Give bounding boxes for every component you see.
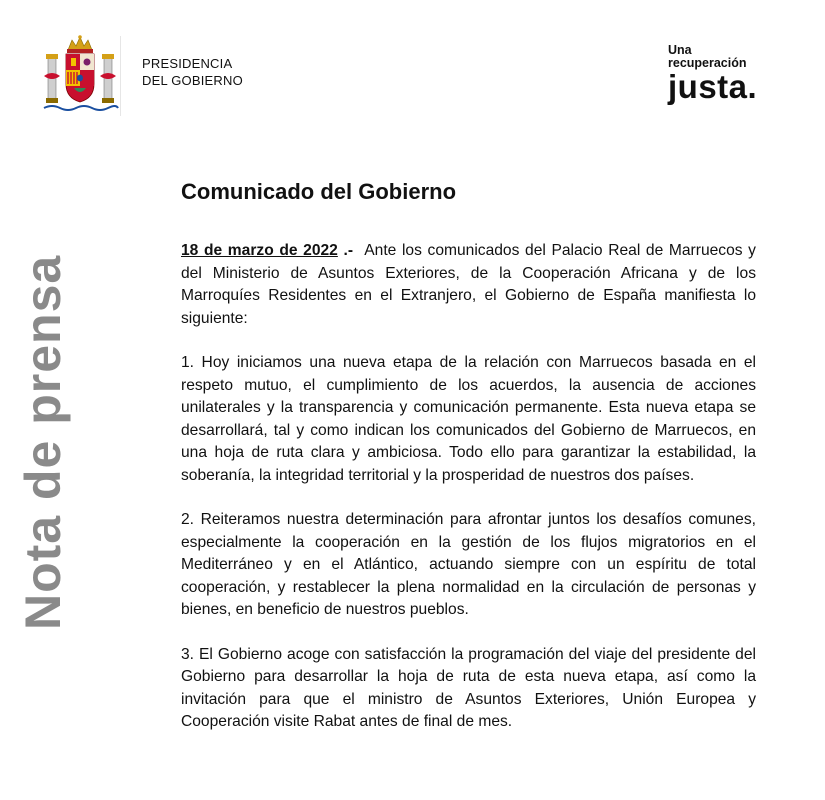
logo-divider bbox=[120, 36, 121, 116]
spain-coat-of-arms-icon bbox=[38, 34, 122, 118]
paragraph-3: 3. El Gobierno acoge con satisfacción la programación del viaje del presidente del Gobierno para desarrollar la hoja de ruta de esta nueva etapa, así como la invitación para que el ministro de Asuntos Exteriores, Unión Europea y Cooperación visite Rabat antes de final de mes. bbox=[181, 645, 756, 730]
intro-paragraph bbox=[181, 240, 756, 330]
org-line-1: PRESIDENCIA bbox=[142, 56, 233, 71]
press-release-label: Nota de prensa bbox=[15, 254, 71, 630]
paragraph-1: 1. Hoy iniciamos una nueva etapa de la relación con Marruecos basada en el respeto mutuo, el cumplimiento de los acuerdos, la ausencia de acciones unilaterales y la transparencia y comunicación permanente. Esta nueva etapa se desarrollará, tal y como indican los comunicados del Gobierno de Marruecos, en una hoja de ruta clara y ambiciosa. Todo ello para garantizar la estabilidad, la soberanía, la integridad territorial y la prosperidad de nuestros dos países. bbox=[181, 354, 756, 484]
release-date: 18 de marzo de 2022 bbox=[181, 242, 338, 259]
intro-text: Ante los comunicados del Palacio Real de Marruecos y del Ministerio de Asuntos Exteriores, de la Cooperación Africana y de los Marroquíes Residentes en el Extranjero, el Gobierno de España manifiesta lo siguiente: bbox=[181, 242, 756, 327]
paragraph-2: 2. Reiteramos nuestra determinación para afrontar juntos los desafíos comunes, especialmente la cooperación en la gestión de los flujos migratorios en el Mediterráneo y en el Atlántico, actuando siempre con un espíritu de total cooperación, y restablecer la plena normalidad en la circulación de personas y bienes, en beneficio de nuestros pueblos. bbox=[181, 511, 756, 618]
slogan-line-2: recuperación bbox=[668, 56, 747, 70]
slogan-line-1: Una bbox=[668, 43, 692, 57]
slogan-logo bbox=[668, 44, 757, 104]
org-line-2: DEL GOBIERNO bbox=[142, 73, 243, 88]
document-body bbox=[181, 240, 756, 756]
letterhead bbox=[0, 0, 825, 130]
date-separator: .- bbox=[337, 242, 354, 259]
organization-name bbox=[142, 55, 243, 89]
slogan-line-3: justa. bbox=[668, 68, 758, 105]
document-title: Comunicado del Gobierno bbox=[181, 179, 457, 204]
